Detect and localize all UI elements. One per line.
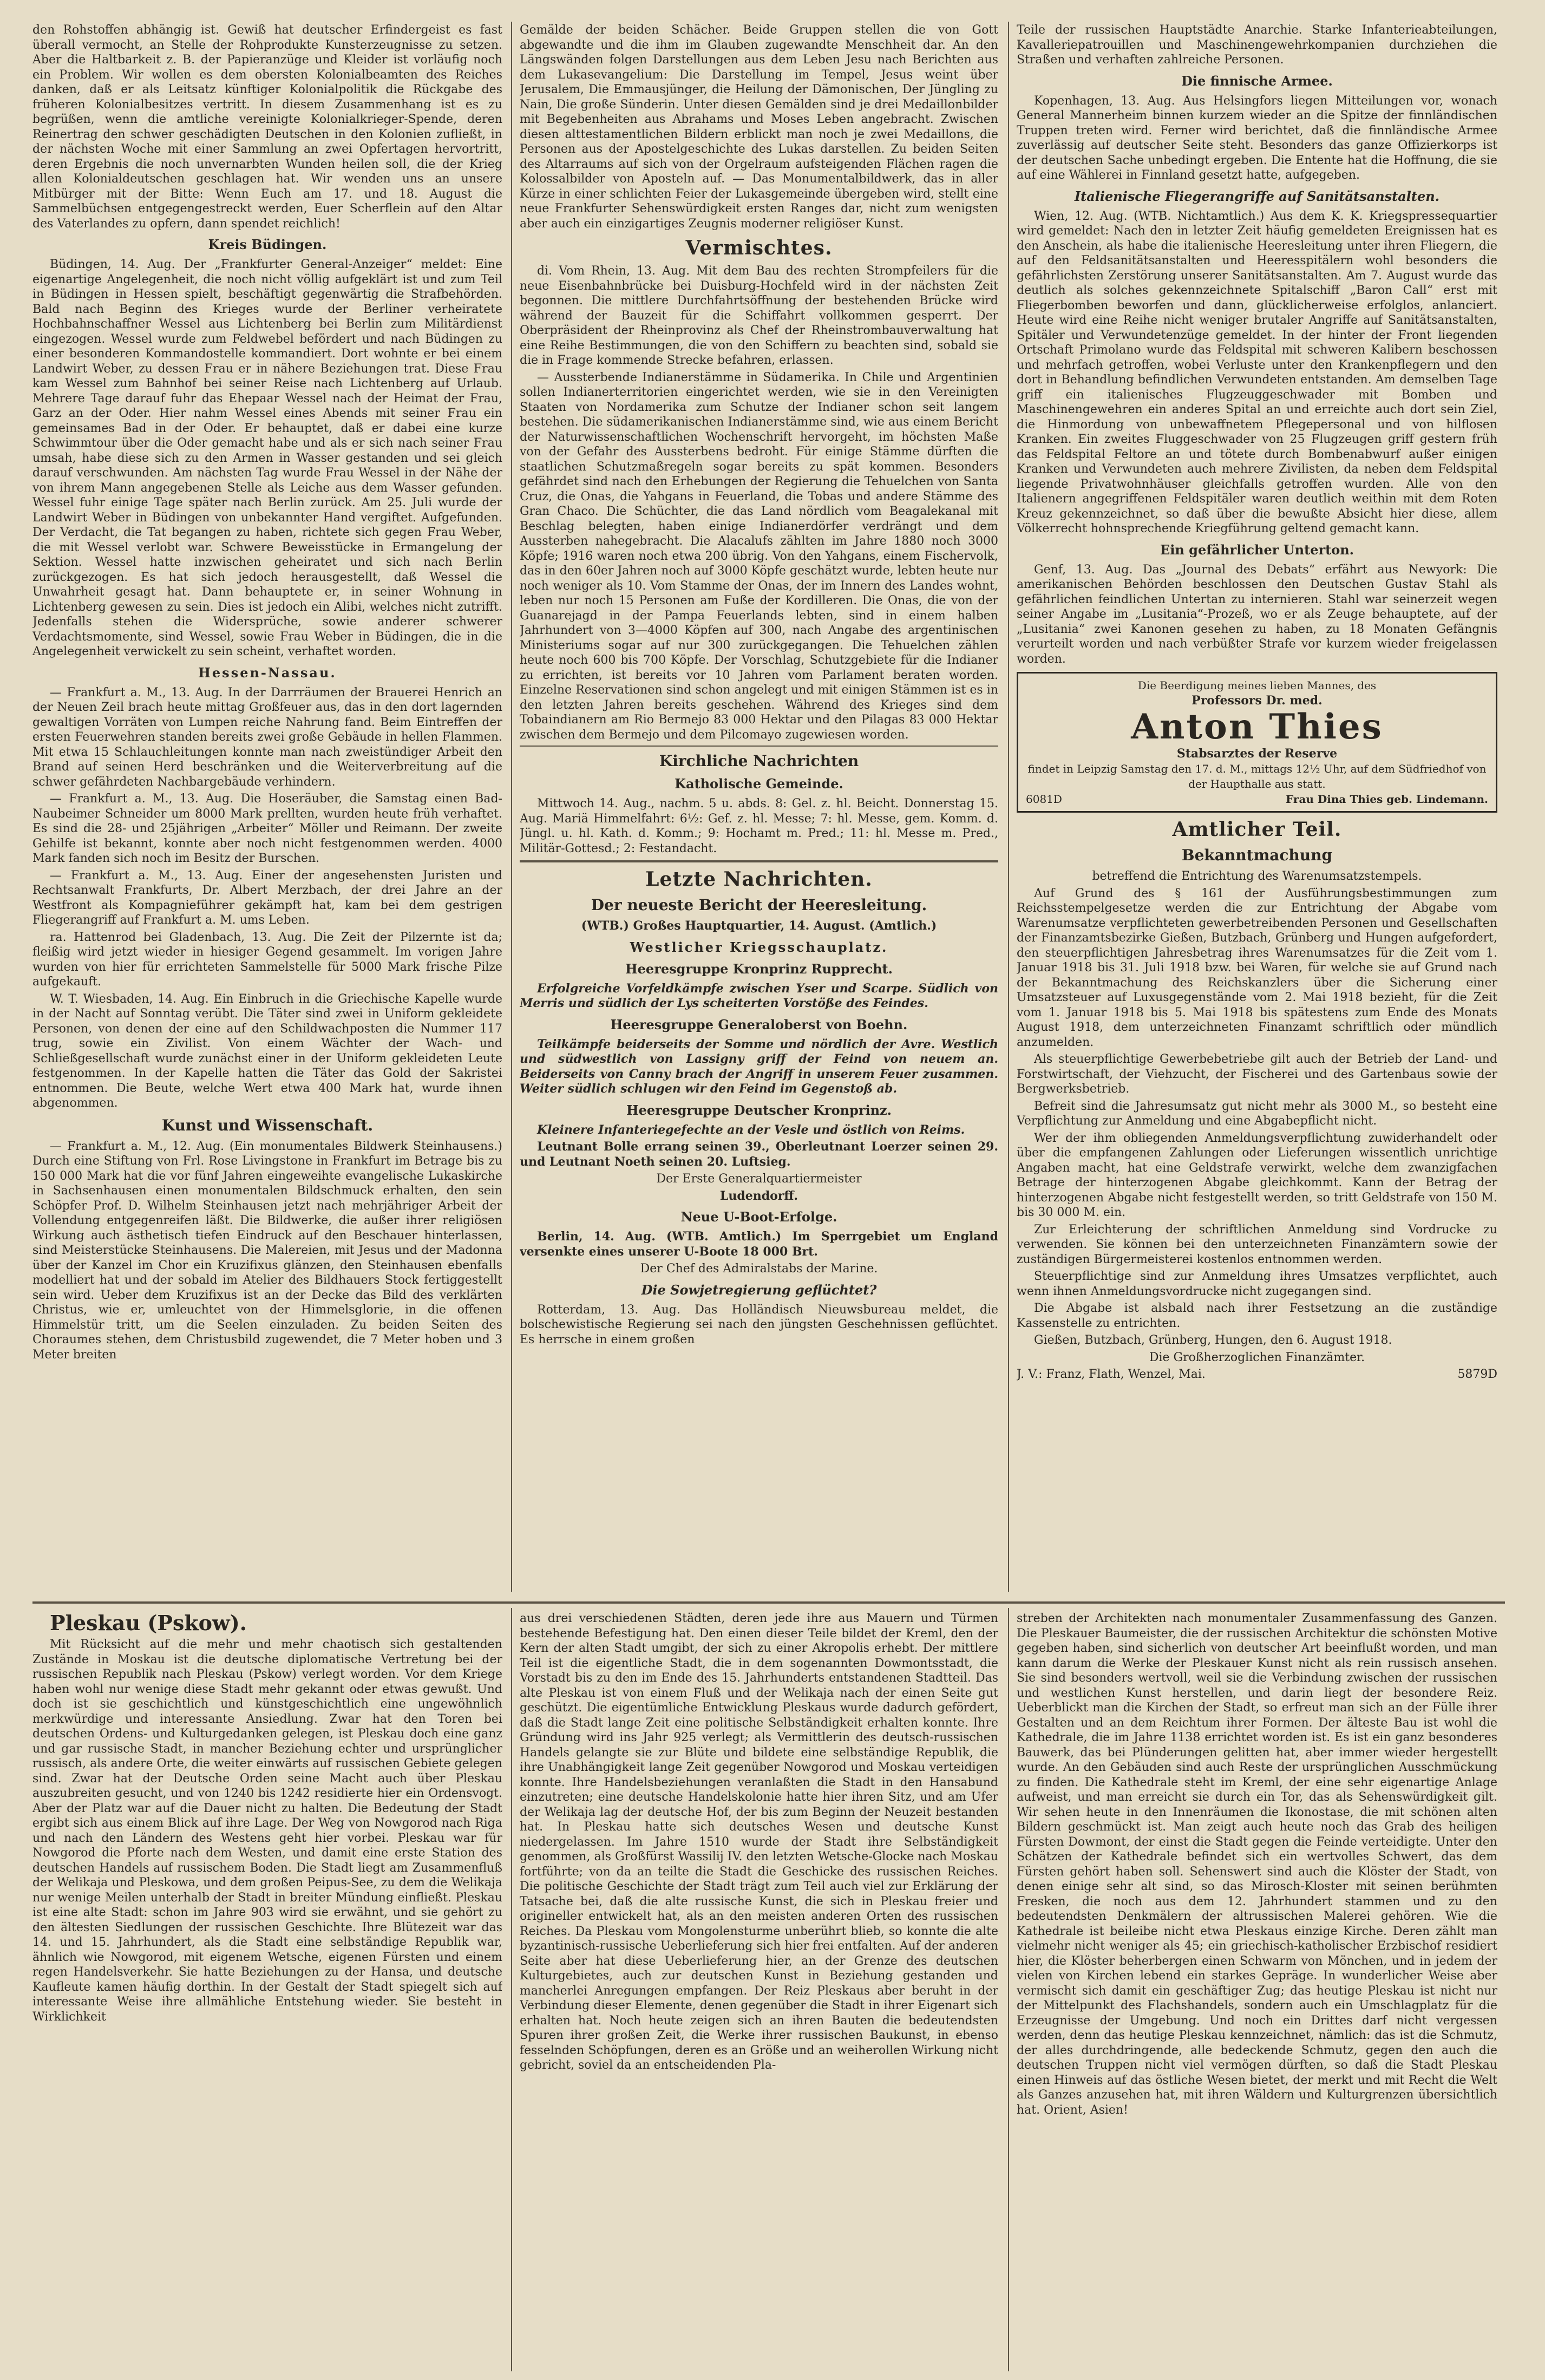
- section-heading-letzte-nachrichten: Letzte Nachrichten.: [645, 868, 873, 891]
- pleskau-part-3: streben der Architekten nach monumentaler Zusammenfassung des Ganzen. Die Pleskauer Baumeister, die der russischen Architektur die schönsten Motive gegeben haben, sind sicherlich von deutscher Art beeinflußt worden, und man kann darum die Werke der Pleskauer Kunst nicht als rein russisch ansehen. Sie sind besonders wertvoll, weil sie die Verbindung zwischen der russischen und westlichen Kunst herstellen, und darin liegt der besondere Reiz. Ueberblickt man die Kirchen der Stadt, so erfreut man sich an der Fülle ihrer Gestalten und an dem Reichtum ihrer Formen. Der älteste Bau ist wohl die Kathedrale, die im Jahre 1138 errichtet worden ist. Es ist ein ganz besonderes Bauwerk, das bei Plünderungen gelitten hat, aber immer wieder hergestellt wurde. An den Gebäuden sind auch Reste der ursprünglichen Ausschmückung zu finden. Die Kathedrale steht im Kreml, der eine sehr eigenartige Anlage aufweist, und man erreicht sie durch ein Tor, das als Sehenswürdigkeit gilt. Wir sehen heute in den Innenräumen die Ikonostase, die mit schönen alten Bildern geschmückt ist. Man zeigt auch heute noch das Grab des heiligen Fürsten Dowmont, der einst die Stadt gegen die Feinde verteidigte. Unter den Schätzen der Kathedrale befindet sich ein wertvolles Schwert, das dem Fürsten gehört haben soll. Sehenswert sind auch die Klöster der Stadt, von denen einige sehr alt sind, so das Mirosch-Kloster mit seinen berühmten Fresken, die noch aus dem 12. Jahrhundert stammen und zu den bedeutendsten Denkmälern der altrussischen Malerei gehören. Wie die Kathedrale ist beileibe nicht etwa Pleskaus einzige Kirche. Deren zählt man vielmehr nicht weniger als 45; ein griechisch-katholischer Erzbischof residiert hier, die Klöster beherbergen einen Schwarm von Mönchen, und in jedem der vielen von Kirchen lebend ein starkes Gepräge. In wunderlicher Weise aber vermischt sich damit ein geschäftiger Zug; das heutige Pleskau ist nicht nur der Mittelpunkt des Flachshandels, sondern auch ein Umschlagplatz für die Erzeugnisse der Umgebung. Und noch ein Drittes darf nicht vergessen werden, denn das heutige Pleskau kennzeichnet, nämlich: das ist die Schmutz, der alles durchdringende, alle bedeckende Schmutz, gegen den auch die deutschen Truppen nicht viel vermögen dürften, so daß die Stadt Pleskau einen Hinweis auf das östliche Wesen bietet, der merkt und mit Recht die Welt als Ganzes anzusehen hat, mit ihren Wäldern und Kulturgrenzen übersichtlich hat. Orient, Asien!: [1017, 1612, 1497, 2117]
- rhein-bridge-article: di. Vom Rhein, 13. Aug. Mit dem Bau des rechten Strompfeilers für die neue Eisenbahnbrücke bei Duisburg-Hochfeld wird in der nächsten Zeit begonnen. Die mittlere Durchfahrtsöffnung der bestehenden Brücke wird während der Bauzeit für die Schiffahrt vollkommen gesperrt. Der Oberpräsident der Rheinprovinz als Chef der Rheinstrombauverwaltung hat eine Reihe Bestimmungen, die von den Schiffern zu beachten sind, sobald sie die in Frage kommende Strecke befahren, erlassen.: [520, 264, 998, 367]
- kronprinz-report: Kleinere Infanteriegefechte an der Vesle und östlich von Reims.: [537, 1122, 965, 1137]
- finanzaemter-line: Die Großherzoglichen Finanzämter.: [1149, 1350, 1365, 1364]
- ad-rank: Stabsarztes der Reserve: [1176, 747, 1338, 761]
- kronprinz-heading: Heeresgruppe Deutscher Kronprinz.: [626, 1102, 892, 1118]
- finnland-article: Kopenhagen, 13. Aug. Aus Helsingfors liegen Mitteilungen vor, wonach General Mannerheim binnen kurzem wieder an die Spitze der finnländischen Truppen treten wird. Ferner wird berichtet, daß die finnländische Armee zuverlässig auf deutscher Seite steht. Besonders das ganze Offizierkorps ist der deutschen Sache unbedingt ergeben. Die Entente hat die Hoffnung, die sie auf eine Wählerei in Finnland gesetzt hatte, aufgegeben.: [1017, 94, 1497, 182]
- genf-article: Genf, 13. Aug. Das „Journal des Debats“ erfährt aus Newyork: Die amerikanischen Behörden beschlossen den Deutschen Gustav Stahl als gefährlichen feindlichen Untertan zu internieren. Stahl war seinerzeit wegen seiner Angabe im „Lusitania“-Prozeß, wo er als Zeuge behauptete, auf der „Lusitania“ zwei Kanonen gesehen zu haben, zu 18 Monaten Gefängnis verurteilt worden und nach verbüßter Strafe vor kurzem wieder freigelassen worden.: [1017, 563, 1497, 666]
- frankfurt-merzbach-article: — Frankfurt a. M., 13. Aug. Einer der angesehensten Juristen und Rechtsanwalt Frankfurts, Dr. Albert Merzbach, der drei Jahre an der Westfront als Kompagnieführer gekämpft hat, kam bei dem gestrigen Fliegerangriff auf Frankfurt a. M. ums Leben.: [32, 868, 502, 927]
- lukas-continuation: Gemälde der beiden Schächer. Beide Gruppen stellen die von Gott abgewandte und die ihm im Glauben zugewandte Menschheit dar. An den Längswänden folgen Darstellungen aus dem Leben Jesu nach Berichten aus dem Lukasevangelium: Die Darstellung im Tempel, Jesus weint über Jerusalem, Die Emmausjünger, die Heilung der Dämonischen, Der Jüngling zu Nain, Die große Sünderin. Unter diesen Gemälden sind je drei Medaillonbilder mit Begebenheiten aus Abrahams und Moses Leben angebracht. Zwischen diesen alttestamentlichen Bildern erblickt man noch je zwei Medaillons, die Personen aus der Apostelgeschichte des Lukas darstellen. Zu beiden Seiten des Altarraums auf sich von der Orgelraum aufsteigenden Flächen ragen die Kolossalbilder von Aposteln auf. — Das Monumentalbildwerk, das in aller Kürze in einer schlichten Feier der Lukasgemeinde übergeben wird, stellt eine neue Frankfurter Sehenswürdigkeit ersten Ranges dar, nicht zum wenigsten aber auch ein einzigartiges Zeugnis moderner religiöser Kunst.: [520, 23, 998, 231]
- finanzaemter-signature: [1017, 1367, 1497, 1382]
- wiesbaden-article: W. T. Wiesbaden, 14. Aug. Ein Einbruch in die Griechische Kapelle wurde in der Nacht auf Sonntag verübt. Die Täter sind zwei in Uniform gekleidete Personen, von denen der eine auf den Schildwachposten die Nummer 117 trug, sowie ein Zivilist. Von einem Wächter der Wach- und Schließgesellschaft wurde zunächst einer in der Uniform gekleideten Leute festgenommen. In der Kapelle hatten die Täter das Gold der Sakristei entnommen. Die Beute, welche Wert etwa 400 Mark hat, wurde ihnen abgenommen.: [32, 992, 502, 1110]
- signature-names: J. V.: Franz, Flath, Wenzel, Mai.: [1017, 1368, 1206, 1381]
- wien-article: Wien, 12. Aug. (WTB. Nichtamtlich.) Aus dem K. K. Kriegspressequartier wird gemeldet: Nach den in letzter Zeit häufig gemeldeten Ereignissen hat es den Anschein, als habe die italienische Heeresleitung unter ihren Fliegern, die auf den Feldsanitätsanstalten und Heeresspitälern wohl besonders die gefährlichsten Zerstörung unserer Sanitätsanstalten. Am 7. August wurde das deutlich als solches gekennzeichnete Spitalschiff „Baron Call“ erst mit Fliegerbomben beworfen und dann, glücklicherweise erfolglos, anlanciert. Heute wird eine Reihe nicht weniger brutaler Angriffe auf Sanitätsanstalten, Spitäler und Verwundetenzüge gemeldet. In der hinter der Front liegenden Ortschaft Primolano wurde das Feldspital mit schweren Kalibern beschossen und mehrfach getroffen, wobei Verluste unter den Krankenpflegern und den dort in Behandlung befindlichen Verwundeten entstanden. Am demselben Tage griff ein italienisches Flugzeuggeschwader mit Bomben und Maschinengewehren ein anderes Spital an und erreichte auch dort sein Ziel, die Hinmordung von unbewaffnetem Pflegepersonal und von hilflosen Kranken. Ein zweites Fluggeschwader von 25 Flugzeugen griff gestern früh das Feldspital Feltore an und tötete durch Bombenabwurf außer einigen Kranken und Verwundeten auch mehrere Zivilisten, da neben dem Feldspital liegende Privatwohnhäuser gleichfalls getroffen wurden. Alle von den Italienern angegriffenen Feldspitäler waren deutlich weithin mit dem Roten Kreuz gekennzeichnet, so daß über die bewußte Absicht hier diese, allem Völkerrecht hohnsprechende Kriegführung geltend gemacht kann.: [1017, 209, 1497, 535]
- feuilleton-column-2: [520, 1611, 998, 2369]
- ad-footer: [1026, 792, 1488, 807]
- feuilleton-rule: [32, 1601, 1505, 1604]
- ad-signature: Frau Dina Thies geb. Lindemann.: [1286, 793, 1488, 806]
- luftsieg-report: Leutnant Bolle errang seinen 39., Oberleutnant Loerzer seinen 29. und Leutnant Noeth seinen 20. Luftsieg.: [520, 1140, 998, 1169]
- u-boot-heading: Neue U-Boot-Erfolge.: [680, 1209, 837, 1225]
- ad-title: Professors Dr. med.: [1192, 694, 1323, 708]
- column-divider: [511, 22, 512, 1592]
- pleskau-part-1: Mit Rücksicht auf die mehr und mehr chaotisch sich gestaltenden Zustände in Moskau ist die deutsche diplomatische Vertretung bei der russischen Republik nach Pleskau (Pskow) verlegt worden. Vor dem Kriege haben wohl nur wenige diese Stadt mehr gekannt oder etwas gewußt. Und doch ist sie geschichtlich und künstgeschichtlich eine ungewöhnlich merkwürdige und interessante Ansiedlung. Zwar hat den Toren bei deutschen Ordens- und Kulturgedanken gelegen, ist Pleskau doch eine ganz und gar russische Stadt, in mancher Beziehung echter und ursprünglicher russisch, als andere Orte, die weiter einwärts auf russischen Gebiete gelegen sind. Zwar hat der Deutsche Orden seine Macht auch über Pleskau auszubreiten gesucht, und von 1240 bis 1242 residierte hier ein Ordensvogt. Aber der Platz war auf die Dauer nicht zu halten. Die Bedeutung der Stadt ergibt sich aus einem Blick auf ihre Lage. Der Weg von Nowgorod nach Riga und nach den Ländern des Westens geht hier vorbei. Pleskau war für Nowgorod die Pforte nach dem Westen, und damit eine erste Station des deutschen Handels auf russischem Boden. Die Stadt liegt am Zusammenfluß der Welikaja und Pleskowa, und dem großen Peipus-See, zu dem die Welikaja nur wenige Meilen unterhalb der Stadt in breiter Mündung einfließt. Pleskau ist eine alte Stadt: schon im Jahre 903 wird sie erwähnt, und sie gehört zu den ältesten Siedlungen der russischen Geschichte. Ihre Blütezeit war das 14. und 15. Jahrhundert, als die Stadt eine selbständige Republik war, ähnlich wie Nowgorod, mit eigenem Wetsche, eigenen Fürsten und einem regen Handelsverkehr. Sie hatte Beziehungen zu der Hansa, und deutsche Kaufleute kamen häufig dorthin. In der Gestalt der Stadt spiegelt sich auf interessante Weise ihre allmähliche Entstehung wieder. Sie besteht in Wirklichkeit: [32, 1638, 502, 2024]
- ad-name: Anton Thies: [1131, 707, 1383, 747]
- subheading-katholische: Katholische Gemeinde.: [675, 776, 843, 792]
- column-divider: [1008, 1608, 1009, 2371]
- column-2: [520, 23, 998, 1593]
- column-divider: [511, 1608, 512, 2371]
- bekanntmachung-p1: Auf Grund des § 161 der Ausführungsbestimmungen zum Reichsstempelgesetze werden die zur Entrichtung der Abgabe vom Warenumsatze verpflichteten gewerbetreibenden Personen und Gesellschaften der Finanzamtsbezirke Gießen, Butzbach, Grünberg und Hungen aufgefordert, den steuerpflichtigen Jahresbetrag ihres Warenumsatzes für die Zeit vom 1. Januar 1918 bis 31. Juli 1918 bzw. bei Waren, für welche sie auf Grund nach der Bekanntmachung des Reichskanzlers über die Sicherung einer Umsatzsteuer auf Luxusgegenstände vom 2. Mai 1918 bezieht, für die Zeit vom 1. Januar 1918 bis 5. Mai 1918 bis spätestens zum Ende des Monats August 1918, dem unterzeichneten Finanzamt schriftlich oder mündlich anzumelden.: [1017, 886, 1497, 1049]
- generalquartiermeister-line: Der Erste Generalquartiermeister: [656, 1172, 862, 1186]
- anarchie-continuation: Teile der russischen Hauptstädte Anarchie. Starke Infanterieabteilungen, Kavalleriepatrouillen und Maschinengewehrkompanien durchziehen die Straßen und verhaften zahlreiche Personen.: [1017, 23, 1497, 67]
- church-schedule: Mittwoch 14. Aug., nachm. 5 u. abds. 8: Gel. z. hl. Beicht. Donnerstag 15. Aug. Mariä Himmelfahrt: 6½: Gef. z. hl. Messe; 7: hl. Messe, gem. Komm. d. Jüngl. u. hl. Kath. d. Komm.; 9: Hochamt m. Pred.; 11: hl. Messe m. Pred., Militär-Gottesd.; 2: Festandacht.: [520, 797, 998, 855]
- colonial-paragraph: den Rohstoffen abhängig ist. Gewiß hat deutscher Erfindergeist es fast überall vermocht, an Stelle der Rohprodukte Kunsterzeugnisse zu setzen. Aber die Haltbarkeit z. B. der Papieranzüge und Kleider ist vorläufig noch ein Problem. Wir wollen es dem obersten Kolonialbeamten des Reiches danken, daß er als Leitsatz künftiger Kolonialpolitik die Rückgabe des früheren Kolonialbesitzes vertritt. In diesem Zusammenhang ist es zu begrüßen, wenn die amtliche vereinigte Kolonialkrieger-Spende, deren Reinertrag den schwer geschädigten Deutschen in den Kolonien zufließt, in der nächsten Woche mit einer Sammlung an zwei Opfertagen hervortritt, deren Ergebnis die noch unvernarbten Wunden heilen soll, die der Krieg allen Kolonialdeutschen geschlagen hat. Wir wenden uns an unsere Mitbürger mit der Bitte: Wenn Euch am 17. und 18. August die Sammelbüchsen entgegengestreckt werden, Euer Scherflein auf den Altar des Vaterlandes zu opfern, dann spendet reichlich!: [32, 23, 502, 231]
- boehn-report: Teilkämpfe beiderseits der Somme und nördlich der Avre. Westlich und südwestlich von Lassigny griff der Feind von neuem an. Beiderseits von Canny brach der Angriff in unserem Feuer zusammen. Weiter südlich schlugen wir den Feind im Gegenstoß ab.: [520, 1037, 998, 1096]
- ludendorff-signature: Ludendorff.: [719, 1188, 798, 1203]
- westlicher-heading: Westlicher Kriegsschauplatz.: [630, 939, 888, 955]
- bekanntmachung-date: Gießen, Butzbach, Grünberg, Hungen, den 6. August 1918.: [1034, 1333, 1392, 1347]
- section-heading-kunst: Kunst und Wissenschaft.: [161, 1116, 374, 1134]
- bekanntmachung-subtitle: betreffend die Entrichtung des Warenumsatzstempels.: [1092, 869, 1422, 883]
- sowjet-report: Rotterdam, 13. Aug. Das Holländisch Nieuwsbureau meldet, die bolschewistische Regierung sei nach den jüngsten Geschehnissen geflüchtet. Es herrsche in einem großen: [520, 1303, 998, 1346]
- section-heading-hessen-nassau: Hessen-Nassau.: [198, 664, 337, 681]
- bekanntmachung-p7: Die Abgabe ist alsbald nach ihrer Festsetzung an die zuständige Kassenstelle zu entrichten.: [1017, 1302, 1497, 1330]
- bekanntmachung-p4: Wer der ihm obliegenden Anmeldungsverpflichtung zuwiderhandelt oder über die empfangenen Zahlungen oder Lieferungen wissentlich unrichtige Angaben macht, hat eine Geldstrafe verwirkt, welche dem zwanzigfachen Betrage der hinterzogenen Abgabe gleichkommt. Kann der Betrag der hinterzogenen Abgabe nicht festgestellt werden, so tritt Geldstrafe von 150 M. bis 30 000 M. ein.: [1017, 1131, 1497, 1219]
- finnische-armee-heading: Die finnische Armee.: [1181, 73, 1333, 89]
- ad-intro: Die Beerdigung meines lieben Mannes, des: [1137, 679, 1377, 692]
- pleskau-part-2: aus drei verschiedenen Städten, deren jede ihre aus Mauern und Türmen bestehende Befestigung hat. Den einen dieser Teile bildet der Kreml, den der Kern der alten Stadt umgibt, der sich zu einer Akropolis erhebt. Der mittlere Teil ist die eigentliche Stadt, die in dem sogenannten Dowmontsstadt, die Vorstadt bis zu den im Ende des 15. Jahrhunderts entstandenen Stadtteil. Das alte Pleskau ist von einem Fluß und der Welikaja nach der einen Seite gut geschützt. Die eigentümliche Entwicklung Pleskaus wurde dadurch gefördert, daß die Stadt lange Zeit eine politische Selbständigkeit erhalten konnte. Ihre Gründung wird ins Jahr 925 verlegt; als Vermittlerin des deutsch-russischen Handels gelangte sie zur Blüte und bildete eine selbständige Republik, die ihre Unabhängigkeit lange Zeit gegenüber Nowgorod und Moskau verteidigen konnte. Ihre Handelsbeziehungen veranlaßten die Stadt in den Hansabund einzutreten; eine deutsche Handelskolonie hatte hier ihren Sitz, und am Ufer der Welikaja lag der deutsche Hof, der bis zum Beginn der Neuzeit bestanden hat. In Pleskau hatte sich deutsches Wesen und deutsche Kunst niedergelassen. Im Jahre 1510 wurde der Stadt ihre Selbständigkeit genommen, als Großfürst Wassilij IV. den letzten Wetsche-Glocke nach Moskau fortführte; von da an teilte die Stadt die Geschicke des russischen Reiches. Die politische Geschichte der Stadt trägt zum Teil auch viel zur Erklärung der Tatsache bei, daß die alte russische Kunst, die sich in Pleskau freier und origineller entwickelt hat, als an den meisten anderen Orten des russischen Reiches. Da Pleskau vom Mongolensturme unberührt blieb, so konnte die alte byzantinisch-russische Ueberlieferung sich hier frei entfalten. Auf der anderen Seite aber hat diese Ueberlieferung hier, an der Grenze des deutschen Kulturgebietes, auch zur deutschen Kunst in Beziehung gestanden und mancherlei Anregungen empfangen. Der Reiz Pleskaus aber beruht in der Verbindung dieser Elemente, denen gegenüber die Stadt in ihrer Eigenart sich erhalten hat. Noch heute zeigen sich an ihren Bauten die bedeutendsten Spuren ihrer großen Zeit, die Werke ihrer russischen Baukunst, in ebenso fesselnden Schöpfungen, deren es an Größe und an weiherollen Wirkung nicht gebricht, soviel da an entscheidenden Pla-: [520, 1612, 998, 2072]
- rupprecht-report: Erfolgreiche Vorfeldkämpfe zwischen Yser und Scarpe. Südlich von Merris und südlich der Lys scheiterten Vorstöße des Feindes.: [520, 981, 998, 1010]
- section-heading-vermischtes: Vermischtes.: [685, 237, 833, 259]
- column-divider: [1008, 22, 1009, 1592]
- ad-code: 6081D: [1026, 793, 1062, 806]
- bekanntmachung-p6: Steuerpflichtige sind zur Anmeldung ihres Umsatzes verpflichtet, auch wenn ihnen Anmeldungsvordrucke nicht zugegangen sind.: [1017, 1270, 1497, 1298]
- heeresbericht-headline: Der neueste Bericht der Heeresleitung.: [591, 896, 927, 914]
- untertan-heading: Ein gefährlicher Unterton.: [1160, 541, 1354, 558]
- section-rule: [520, 746, 998, 747]
- bekanntmachung-p2: Als steuerpflichtige Gewerbebetriebe gilt auch der Betrieb der Land- und Forstwirtschaft, der Viehzucht, der Fischerei und des Gartenbaus sowie der Bergwerksbetrieb.: [1017, 1052, 1497, 1096]
- buedingen-article: Büdingen, 14. Aug. Der „Frankfurter General-Anzeiger“ meldet: Eine eigenartige Angelegenheit, die noch nicht völlig aufgeklärt ist und zum Teil in Büdingen in Hessen spielt, beschäftigt gegenwärtig die Strafbehörden. Bald nach Beginn des Krieges wurde der Berliner verheiratete Hochbahnschaffner Wessel aus Lichtenberg bei Berlin zum Militärdienst eingezogen. Wessel wurde zum Feldwebel befördert und nach Büdingen zu einer besonderen Kommandostelle kommandiert. Dort wohnte er bei einem Landwirt Weber, zu dessen Frau er in nähere Beziehungen trat. Diese Frau kam Wessel zum Bahnhof bei seiner Reise nach Lichtenberg auf Urlaub. Mehrere Tage darauf fuhr das Ehepaar Wessel nach der Heimat der Frau, Garz an der Oder. Hier nahm Wessel eines Abends mit seiner Frau ein gemeinsames Bad in der Oder. Er behauptet, daß er dabei eine kurze Schwimmtour über die Oder gemacht habe und als er sich nach seiner Frau umsah, habe diese sich zu den Armen in Wasser gestanden und sei gleich darauf verschwunden. Am nächsten Tag wurde Frau Wessel in der Nähe der von ihrem Mann angegebenen Stelle als Leiche aus dem Wasser gefunden. Wessel fuhr einige Tage später nach Berlin zurück. Am 25. Juli wurde der Landwirt Weber in Büdingen von unbekannter Hand vergiftet. Aufgefunden. Der Verdacht, die Tat begangen zu haben, richtete sich gegen Frau Weber, die mit Wessel verlobt war. Schwere Beweisstücke in Ermangelung der Sektion. Wessel hatte inzwischen geheiratet und sich nach Berlin zurückgezogen. Es hat sich jedoch herausgestellt, daß Wessel die Unwahrheit gesagt hat. Dann behauptete er, in seiner Wohnung in Lichtenberg gewesen zu sein. Dies ist jedoch ein Alibi, welches nicht zutrifft. Jedenfalls stehen die Widersprüche, sowie anderer schwerer Verdachtsmomente, sind Wessel, sowie Frau Weber in Büdingen, die in die Angelegenheit verwickelt zu sein scheint, verhaftet worden.: [32, 258, 502, 658]
- column-1: [32, 23, 502, 1593]
- section-rule: [520, 860, 998, 862]
- steinhausen-article: — Frankfurt a. M., 12. Aug. (Ein monumentales Bildwerk Steinhausens.) Durch eine Stiftung von Frl. Rose Livingstone in Frankfurt im Betrage bis zu 150 000 Mark hat die vor fünf Jahren eingeweihte evangelische Lukaskirche in Sachsenhausen einen monumentalen Bildschmuck erhalten, den sein Schöpfer Prof. D. Wilhelm Steinhausen jetzt nach mehrjähriger Arbeit der Vollendung entgegenreifen läßt. Die Bildwerke, die außer ihrer religiösen Wirkung auch ästhetisch tiefen Eindruck auf den Beschauer hinterlassen, sind Meisterstücke Steinhausens. Die Malereien, mit Jesus und der Madonna über der Kanzel im Chor ein Kruzifixus glänzen, den Steinhausen ebenfalls modelliert hat und der sobald im Atelier des Bildhauers Stock fertiggestellt sein wird. Ueber dem Kruzifixus ist an der Decke das Bild des verklärten Christus, wie er, umleuchtet von der Himmelsglorie, in die offenen Himmelstür tritt, um die Seelen einzuladen. Zu beiden Seiten des Choraumes stehen, dem Christusbild zugewendet, die 7 Meter hoben und 3 Meter breiten: [32, 1139, 502, 1362]
- bekanntmachung-heading: Bekanntmachung: [1181, 846, 1333, 864]
- bekanntmachung-p5: Zur Erleichterung der schriftlichen Anmeldung sind Vordrucke zu verwenden. Sie können bei den unterzeichneten Finanzämtern sowie der zuständigen Bürgermeisterei kostenlos entnommen werden.: [1017, 1222, 1497, 1266]
- feuilleton-column-1: [32, 1611, 502, 2369]
- signature-code: 5879D: [1457, 1368, 1497, 1381]
- ad-details: findet in Leipzig Samstag den 17. d. M., mittags 12½ Uhr, auf dem Südfriedhof von der Haupthalle aus statt.: [1027, 762, 1487, 790]
- feuilleton-title: Pleskau (Pskow).: [50, 1611, 247, 1635]
- section-heading-kreis-buedingen: Kreis Büdingen.: [208, 237, 327, 252]
- bekanntmachung-p3: Befreit sind die Jahresumsatz gut nicht mehr als 3000 M., so besteht eine Verpflichtung zur Anmeldung und eine Abgabepflicht nicht.: [1017, 1099, 1497, 1128]
- indianer-article: — Aussterbende Indianerstämme in Südamerika. In Chile und Argentinien sollen Indianerterritorien eingerichtet werden, wie sie in den Vereinigten Staaten von Nordamerika zum Schutze der Indianer schon seit langem bestehen. Die südamerikanischen Indianerstämme sind, wie aus einem Bericht der Naturwissenschaftlichen Wochenschrift hervorgeht, im höchsten Maße von der Gefahr des Aussterbens bedroht. Für einige Stämme dürften die staatlichen Schutzmaßregeln sogar bereits zu spät kommen. Besonders gefährdet sind nach den Erhebungen der Regierung die Tehuelchen von Santa Cruz, die Onas, die Yahgans in Feuerland, die Tobas und andere Stämme des Gran Chaco. Die Schüchter, die das Land nördlich vom Beagalekanal mit Beschlag belegten, haben einige Indianerdörfer verdrängt und dem Aussterben nahegebracht. Die Alacalufs zählten im Jahre 1880 noch 3000 Köpfe; 1916 waren noch etwa 200 übrig. Von den Yahgans, einem Fischervolk, das in den 60er Jahren noch auf 3000 Köpfe geschätzt wurde, lebten heute nur noch weniger als 10. Vom Stamme der Onas, der im Innern des Landes wohnt, leben nur noch 15 Personen am Fuße der Kordilleren. Die Onas, die von der Guanarejagd in der Pampa Feuerlands lebten, sind in einem halben Jahrhundert von 3—4000 Köpfen auf 300, nach Angabe des argentinischen Ministeriums sogar auf nur 300 zurückgegangen. Die Tehuelchen zählen heute noch 600 bis 700 Köpfe. Der Vorschlag, Schutzgebiete für die Indianer zu errichten, ist bereits vor 10 Jahren vom Parlament beraten worden. Einzelne Reservationen sind schon angelegt und mit einigen Stämmen ist es in den letzten Jahren bereits geschehen. Während des Krieges sind dem Tobaindianern am Rio Bermejo 83 000 Hektar und den Pilagas 83 000 Hektar zwischen dem Bermejo und dem Pilcomayo zugewiesen worden.: [520, 370, 998, 742]
- hauptquartier-line: (WTB.) Großes Hauptquartier, 14. August. (Amtlich.): [581, 919, 937, 933]
- section-heading-kirchliche: Kirchliche Nachrichten: [659, 752, 859, 770]
- rupprecht-heading: Heeresgruppe Kronprinz Rupprecht.: [625, 960, 893, 977]
- feuilleton-column-3: [1017, 1611, 1497, 2369]
- amtlicher-teil-heading: Amtlicher Teil.: [1172, 818, 1342, 841]
- boehn-heading: Heeresgruppe Generaloberst von Boehn.: [610, 1016, 908, 1032]
- frankfurt-thieves-article: — Frankfurt a. M., 13. Aug. Die Hoseräuber, die Samstag einen Bad-Naubeimer Schneider um 8000 Mark prellten, wurden heute früh verhaftet. Es sind die 28- und 25jährigen „Arbeiter“ Möller und Reimann. Der zweite Gehilfe ist bekannt, konnte aber noch nicht festgenommen werden. 4000 Mark fanden sich noch im Besitz der Burschen.: [32, 792, 502, 865]
- sowjet-heading: Die Sowjetregierung geflüchtet?: [641, 1281, 877, 1298]
- funeral-notice: [1017, 672, 1497, 813]
- frankfurt-fire-article: — Frankfurt a. M., 13. Aug. In der Darrräumen der Brauerei Henrich an der Neuen Zeil brach heute mittag Großfeuer aus, das in den dort lagernden gewaltigen Vorräten von Lumpen reiche Nahrung fand. Beim Eintreffen der ersten Feuerwehren standen bereits zwei große Gebäude in hellen Flammen. Mit etwa 15 Schlauchleitungen konnte man nach zweistündiger Arbeit den Brand auf seinen Herd beschränken und die Weiterverbreitung auf die schwer gefährdeten Nachbargebäude verhindern.: [32, 685, 502, 789]
- u-boot-report: Berlin, 14. Aug. (WTB. Amtlich.) Im Sperrgebiet um England versenkte eines unserer U-Boote 18 000 Brt.: [520, 1230, 998, 1259]
- fliegerangriffe-heading: Italienische Fliegerangriffe auf Sanitätsanstalten.: [1074, 188, 1440, 204]
- admiralstab-line: Der Chef des Admiralstabs der Marine.: [640, 1262, 878, 1276]
- hattenrod-article: ra. Hattenrod bei Gladenbach, 13. Aug. Die Zeit der Pilzernte ist da; fleißig wird jetzt wieder in hiesiger Gegend gesammelt. Im vorigen Jahre wurden von hier für errichteten Sammelstelle für 5000 Mark frische Pilze aufgekauft.: [32, 930, 502, 989]
- column-3: [1017, 23, 1497, 1593]
